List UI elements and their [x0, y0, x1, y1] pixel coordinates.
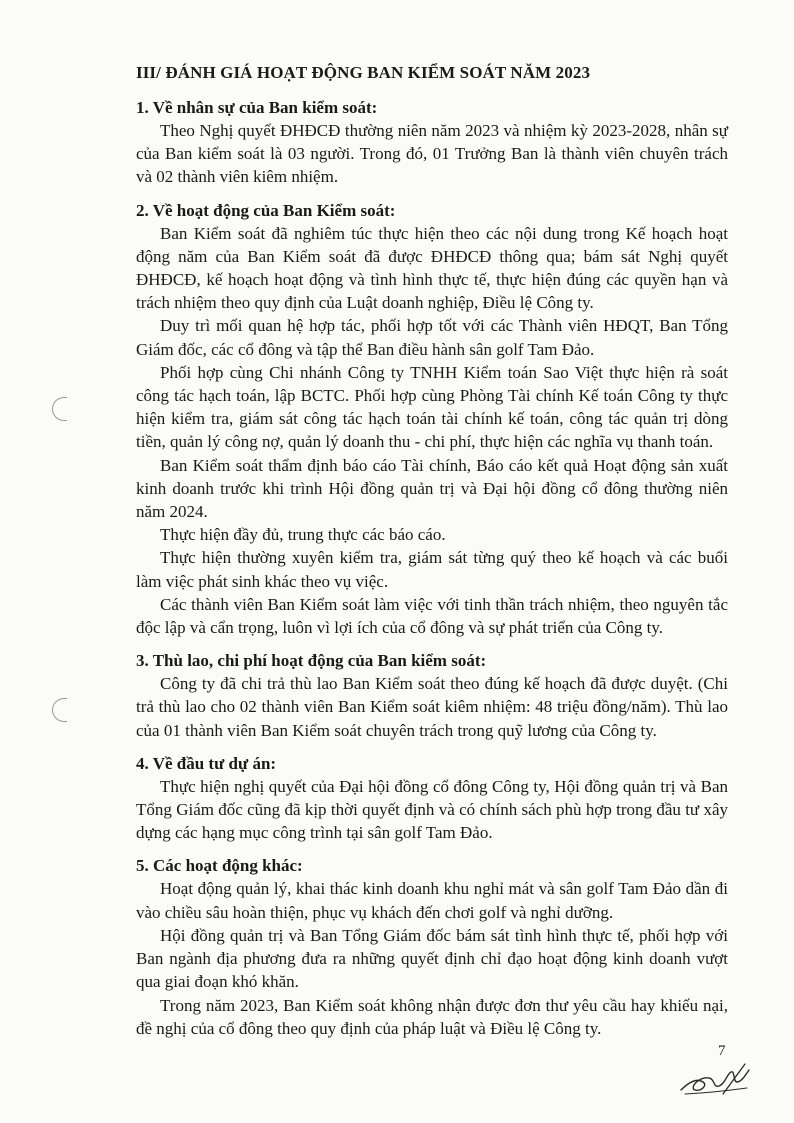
paragraph: Công ty đã chi trả thù lao Ban Kiểm soát theo đúng kế hoạch đã được duyệt. (Chi trả thù lao cho 02 thành viên Ban Kiểm soát kiêm nhiệm: 48 triệu đồng/năm). Thù lao của 01 thành viên Ban Kiểm soát chuyên trách trong quỹ lương của Công ty.	[136, 674, 728, 740]
paragraph: Duy trì mối quan hệ hợp tác, phối hợp tốt với các Thành viên HĐQT, Ban Tổng Giám đốc, các cổ đông và tập thể Ban điều hành sân golf Tam Đảo.	[136, 316, 728, 359]
section-heading: 3. Thù lao, chi phí hoạt động của Ban kiểm soát:	[136, 651, 487, 671]
section-investment	[136, 752, 728, 845]
page-number: 7	[718, 1043, 726, 1059]
paragraph: Thực hiện thường xuyên kiểm tra, giám sát từng quý theo kế hoạch và các buổi làm việc phát sinh khác theo vụ việc.	[136, 548, 728, 591]
punch-hole-upper	[52, 397, 67, 421]
paragraph: Ban Kiểm soát thẩm định báo cáo Tài chính, Báo cáo kết quả Hoạt động sản xuất kinh doanh trước khi trình Hội đồng quản trị và Đại hội đồng cổ đông thường niên năm 2024.	[136, 455, 728, 522]
document-title: III/ ĐÁNH GIÁ HOẠT ĐỘNG BAN KIỂM SOÁT NĂM 2023	[136, 63, 591, 82]
punch-hole-lower	[52, 698, 67, 722]
section-activities	[136, 199, 728, 640]
paragraph: Các thành viên Ban Kiểm soát làm việc với tinh thần trách nhiệm, theo nguyên tắc độc lập và cẩn trọng, luôn vì lợi ích của cổ đông và sự phát triển của Công ty.	[136, 594, 728, 638]
section-heading: 4. Về đầu tư dự án:	[136, 753, 277, 773]
document-page	[136, 62, 728, 1050]
section-heading: 1. Về nhân sự của Ban kiểm soát:	[136, 98, 378, 117]
paragraph: Thực hiện nghị quyết của Đại hội đồng cổ đông Công ty, Hội đồng quản trị và Ban Tổng Giám đốc cũng đã kịp thời quyết định và có chính sách phù hợp trong đầu tư xây dựng các hạng mục công trình tại sân golf Tam Đảo.	[136, 776, 728, 843]
section-personnel	[136, 96, 728, 189]
paragraph: Thực hiện đầy đủ, trung thực các báo cáo.	[160, 525, 446, 545]
signature-icon	[675, 1060, 755, 1100]
section-other-activities	[136, 854, 728, 1039]
paragraph: Phối hợp cùng Chi nhánh Công ty TNHH Kiểm toán Sao Việt thực hiện rà soát công tác hạch toán, lập BCTC. Phối hợp cùng Phòng Tài chính Kế toán Công ty thực hiện kiểm tra, giám sát công tác hạch toán tài chính kế toán, công tác quản trị dòng tiền, quản lý công nợ, quản lý doanh thu - chi phí, thực hiện các nghĩa vụ thanh toán.	[136, 362, 728, 452]
section-heading: 2. Về hoạt động của Ban Kiểm soát:	[136, 200, 396, 220]
paragraph: Trong năm 2023, Ban Kiểm soát không nhận được đơn thư yêu cầu hay khiếu nại, đề nghị của cổ đông theo quy định của pháp luật và Điều lệ Công ty.	[136, 995, 728, 1038]
paragraph: Ban Kiểm soát đã nghiêm túc thực hiện theo các nội dung trong Kế hoạch hoạt động năm của Ban Kiểm soát đã được ĐHĐCĐ thông qua; bám sát Nghị quyết ĐHĐCĐ, kế hoạch hoạt động và tình hình thực tế, thực hiện đúng các quyền hạn và trách nhiệm theo quy định của Luật doanh nghiệp, Điều lệ Công ty.	[136, 223, 728, 313]
section-heading: 5. Các hoạt động khác:	[136, 856, 303, 876]
paragraph: Hội đồng quản trị và Ban Tổng Giám đốc bám sát tình hình thực tế, phối hợp với Ban ngành địa phương đưa ra những quyết định chỉ đạo hoạt động kinh doanh vượt qua giai đoạn khó khăn.	[136, 925, 728, 992]
paragraph: Hoạt động quản lý, khai thác kinh doanh khu nghỉ mát và sân golf Tam Đảo dần đi vào chiều sâu hoàn thiện, phục vụ khách đến chơi golf và nghỉ dưỡng.	[136, 879, 728, 922]
section-remuneration	[136, 649, 728, 742]
paragraph: Theo Nghị quyết ĐHĐCĐ thường niên năm 2023 và nhiệm kỳ 2023-2028, nhân sự của Ban kiểm soát là 03 người. Trong đó, 01 Trưởng Ban là thành viên chuyên trách và 02 thành viên kiêm nhiệm.	[136, 121, 728, 187]
